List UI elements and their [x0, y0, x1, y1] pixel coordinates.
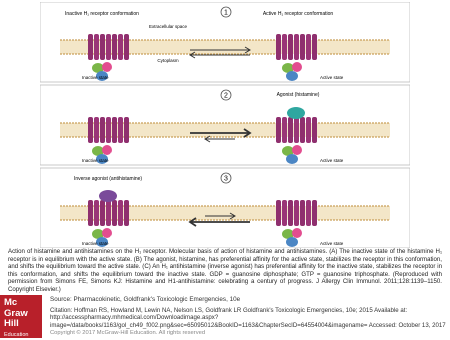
logo-line-1: Mc: [4, 298, 42, 309]
agonist-label: Agonist (histamine): [277, 92, 320, 98]
source-line: Source: Pharmacokinetic, Goldfrank's Toxicologic Emergencies, 10e: [50, 296, 240, 303]
inactive-conformation-label: Inactive H₁ receptor conformation: [65, 11, 139, 17]
extracellular-label: Extracellular space: [149, 24, 188, 29]
panel-b-active-state-label: Active state: [320, 158, 344, 163]
cytoplasm-label: Cytoplasm: [157, 58, 179, 63]
panel-b-number: 2: [224, 93, 228, 100]
gtp-label: GTP: [302, 69, 310, 73]
panel-c-inactive-state-label: Inactive state: [82, 241, 109, 246]
receptor-diagram: [40, 2, 410, 248]
agonist-molecule: [287, 107, 305, 119]
panel-c-number: 3: [224, 176, 228, 183]
active-state-label: Active state: [320, 75, 344, 80]
panel-a-number: 1: [224, 10, 228, 17]
panel-b-gdp-label: GDP: [110, 152, 119, 156]
panel-b-gtp-label: GTP: [302, 152, 310, 156]
logo-line-4: Education: [4, 330, 42, 340]
logo-line-2: Graw: [4, 309, 42, 320]
active-conformation-label: Active H₁ receptor conformation: [263, 11, 334, 17]
panel-b: [40, 85, 410, 165]
inverse-agonist-label: Inverse agonist (antihistamine): [74, 176, 142, 182]
panel-c: [40, 168, 410, 248]
copyright-notice: Copyright © 2017 McGraw-Hill Education. All rights reserved: [50, 330, 205, 336]
panel-b-inactive-state-label: Inactive state: [82, 158, 109, 163]
inactive-state-label: Inactive state: [82, 75, 109, 80]
citation-text: Citation: Hoffman RS, Howland M, Lewin NA, Nelson LS, Goldfrank LR Goldfrank's Toxicologic Emergencies, 10e; 2015 Available at: http://accesspharmacy.mhmedical.com/Downloadimage.aspx?image=/data/books/1163/gol_ch49_f002.png&sec=65095012&BookID=1163&ChapterSecID=64554004&imagename= Accessed: October 13, 2017: [50, 307, 446, 329]
logo-line-3: Hill: [4, 319, 42, 330]
panel-a: [40, 2, 410, 82]
figure-caption: Action of histamine and antihistamines on the H₁ receptor. Molecular basis of action of histamine and antihistamines. (A) The inactive state of the histamine H₁ receptor is in equilibrium with the active state. (B) The agonist, histamine, has preferential affinity for the active state, stabilizes the receptor in this conformation, and shifts the equilibrium toward the active state. (C) An H₁ antihistamine (inverse agonist) has preferential affinity for the inactive state, stabilizes the receptor in this conformation, and shifts the equilibrium toward the inactive state. GDP = guanosine diphosphate; GTP = guanosine triphosphate. (Reproduced with permission from Simons FE, Simons KJ: Histamine and H1-antihistamine: celebrating a century of progress. J Allergy Clin Immunol. 2011;128:1139–1150. Copyright Elsevier.): [8, 248, 442, 294]
gdp-label: GDP: [110, 69, 119, 73]
panel-c-active-state-label: Active state: [320, 241, 344, 246]
publisher-logo: [0, 295, 42, 338]
inverse-agonist-molecule: [99, 190, 117, 202]
panel-c-gdp-label: GDP: [110, 235, 119, 239]
panel-c-gtp-label: GTP: [302, 235, 310, 239]
